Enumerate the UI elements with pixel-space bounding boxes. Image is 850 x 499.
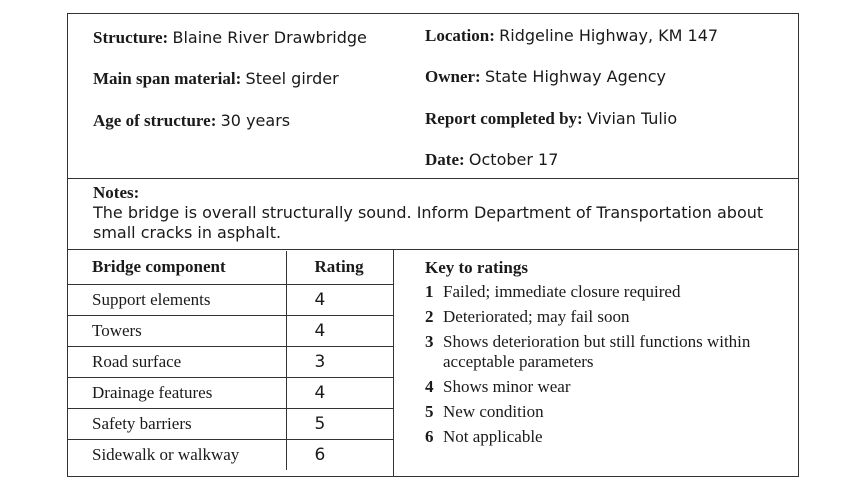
component-name: Safety barriers xyxy=(68,408,286,439)
key-number: 2 xyxy=(425,307,434,326)
table-row xyxy=(68,439,393,470)
table-row xyxy=(68,408,393,439)
key-item xyxy=(425,402,795,422)
material-value: Steel girder xyxy=(245,69,339,88)
component-name: Drainage features xyxy=(68,377,286,408)
component-rating: 4 xyxy=(286,315,393,346)
date-value: October 17 xyxy=(468,150,559,169)
location-value: Ridgeline Highway, KM 147 xyxy=(499,26,719,45)
notes-text: The bridge is overall structurally sound. Inform Department of Transportation about small cracks in asphalt. xyxy=(93,203,764,242)
key-text: Shows minor wear xyxy=(443,377,571,396)
divider-notes xyxy=(68,249,798,250)
divider-header xyxy=(68,178,798,179)
structure-label: Structure: xyxy=(93,28,169,47)
component-rating: 4 xyxy=(286,284,393,315)
key-item xyxy=(425,377,795,397)
material-label: Main span material: xyxy=(93,69,242,88)
key-title: Key to ratings xyxy=(425,258,528,277)
component-ratings-table xyxy=(68,251,393,470)
key-text: Not applicable xyxy=(443,427,543,446)
material-field xyxy=(93,69,339,89)
column-header-rating: Rating xyxy=(286,251,393,284)
table-row xyxy=(68,284,393,315)
owner-value: State Highway Agency xyxy=(484,67,666,86)
column-header-component: Bridge component xyxy=(68,251,286,284)
structure-value: Blaine River Drawbridge xyxy=(172,28,367,47)
location-field xyxy=(425,26,718,46)
structure-field xyxy=(93,28,367,48)
key-number: 4 xyxy=(425,377,434,396)
key-text: New condition xyxy=(443,402,544,421)
key-number: 5 xyxy=(425,402,434,421)
component-rating: 6 xyxy=(314,444,326,465)
key-text: Deteriorated; may fail soon xyxy=(443,307,630,326)
component-name: Support elements xyxy=(68,284,286,315)
age-value: 30 years xyxy=(220,111,291,130)
date-field xyxy=(425,150,558,170)
key-text: Shows deterioration but still functions within acceptable parameters xyxy=(443,332,751,371)
table-row xyxy=(68,315,393,346)
date-label: Date: xyxy=(425,150,465,169)
component-rating: 3 xyxy=(286,346,393,377)
table-header-row xyxy=(68,251,393,284)
reporter-field xyxy=(425,109,677,129)
owner-field xyxy=(425,67,666,87)
inspection-report xyxy=(67,13,799,477)
reporter-label: Report completed by: xyxy=(425,109,583,128)
key-item xyxy=(425,427,795,447)
age-label: Age of structure: xyxy=(93,111,217,130)
key-number: 6 xyxy=(425,427,434,446)
key-item xyxy=(425,307,795,327)
divider-vertical xyxy=(393,249,394,476)
key-number: 1 xyxy=(425,282,434,301)
component-rating: 5 xyxy=(286,408,393,439)
component-name: Towers xyxy=(68,315,286,346)
notes-label: Notes: xyxy=(93,183,140,202)
key-text: Failed; immediate closure required xyxy=(443,282,681,301)
table-row xyxy=(68,346,393,377)
key-item xyxy=(425,332,795,372)
component-rating: 4 xyxy=(286,377,393,408)
key-item xyxy=(425,282,795,302)
key-number: 3 xyxy=(425,332,434,351)
ratings-key xyxy=(425,258,795,452)
component-name: Sidewalk or walkway xyxy=(68,439,286,470)
age-field xyxy=(93,111,290,131)
reporter-value: Vivian Tulio xyxy=(586,109,678,128)
owner-label: Owner: xyxy=(425,67,481,86)
location-label: Location: xyxy=(425,26,495,45)
table-row xyxy=(68,377,393,408)
component-name: Road surface xyxy=(68,346,286,377)
